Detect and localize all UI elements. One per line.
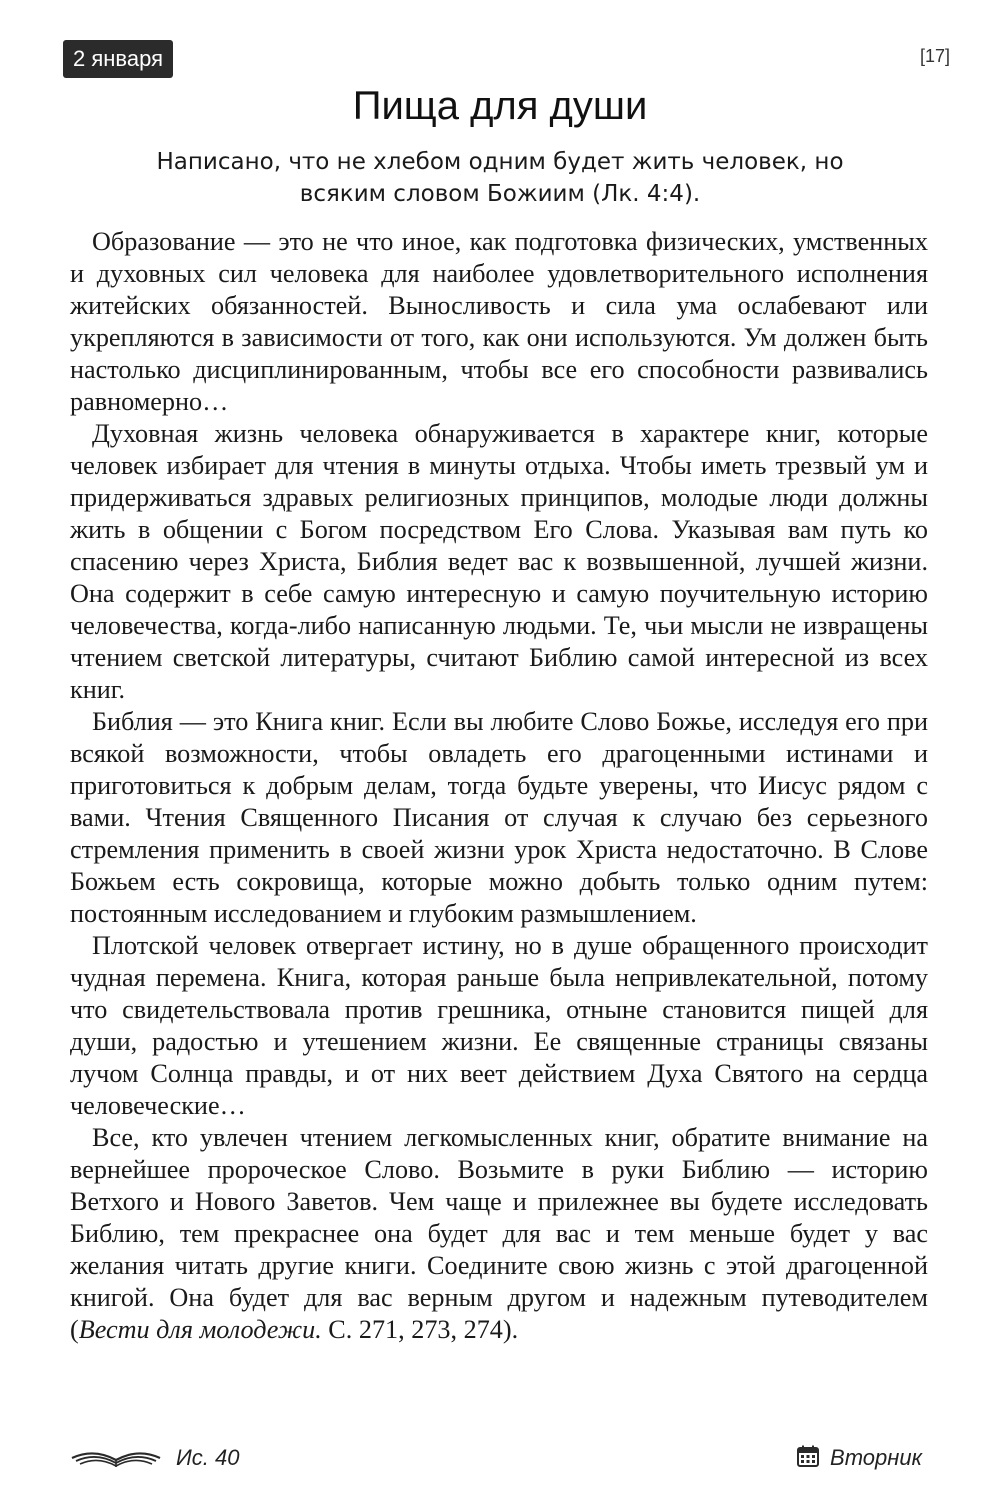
date-badge: 2 января [63, 40, 173, 78]
body-text [70, 226, 928, 1346]
source-title: Вести для молодежи. [78, 1315, 322, 1344]
bible-reference: Ис. 40 [176, 1445, 240, 1470]
page-title: Пища для души [352, 84, 648, 128]
calendar-icon [796, 1444, 830, 1473]
open-book-icon [70, 1444, 176, 1473]
paragraph-last [70, 1122, 928, 1346]
paragraph: Образование — это не что иное, как подготовка физических, умственных и духовных сил человека для наиболее удовлетворительного исполнения житейских обязанностей. Выносливость и сила ума ослабевают или укрепляются в зависимости от того, как они используются. Ум должен быть настолько дисциплинированным, чтобы все его способности развивались равномерно… [70, 227, 928, 416]
paragraph: Духовная жизнь человека обнаруживается в характере книг, которые человек избирает для чтения в минуты отдыха. Чтобы иметь трезвый ум и придерживаться здравых религиозных принципов, молодые люди должны жить в общении с Богом посредством Его Слова. Указывая вам путь ко спасению через Христа, Библия ведет вас к возвышенной, лучшей жизни. Она содержит в себе самую интересную и самую поучительную историю человечества, когда-либо написанную людьми. Те, чьи мысли не извращены чтением светской литературы, считают Библию самой интересной из всех книг. [70, 419, 928, 704]
weekday: Вторник [830, 1445, 922, 1470]
paragraph: Библия — это Книга книг. Если вы любите Слово Божье, исследуя его при всякой возможности, чтобы овладеть его драгоценными истинами и приготовиться к добрым делам, тогда будьте уверены, что Иисус рядом с вами. Чтения Священного Писания от случая к случаю без серьезного стремления применить в своей жизни урок Христа недостаточно. В Слове Божьем есть сокровища, которые можно добыть только одним путем: постоянным исследованием и глубоким размышлением. [70, 707, 928, 928]
page-number: [17] [919, 46, 950, 66]
footer-left [70, 1440, 239, 1476]
epigraph: Написано, что не хлебом одним будет жить человек, но всяким словом Божиим (Лк. 4:4). [156, 149, 844, 207]
footer-right [796, 1440, 922, 1476]
paragraph: Плотской человек отвергает истину, но в душе обращенного происходит чудная перемена. Книга, которая раньше была непривлекательной, потому что свидетельствовала против грешника, отныне становится пищей для души, радостью и утешением жизни. Ее священные страницы связаны лучом Солнца правды, и от них веет действием Духа Святого на сердца человеческие… [70, 931, 928, 1120]
source-open-paren: ( [70, 1315, 79, 1344]
paragraph-last-text: Все, кто увлечен чтением легкомысленных книг, обратите внимание на вернейшее пророческое Слово. Возьмите в руки Библию — историю Ветхого и Нового Заветов. Чем чаще и прилежнее вы будете исследовать Библию, тем прекраснее она будет для вас и тем меньше будет у вас желания читать другие книги. Соедините свою жизнь с этой драгоценной книгой. Она будет для вас верным другом и надежным путеводителем [70, 1123, 928, 1312]
source-pages: С. 271, 273, 274). [321, 1315, 519, 1344]
